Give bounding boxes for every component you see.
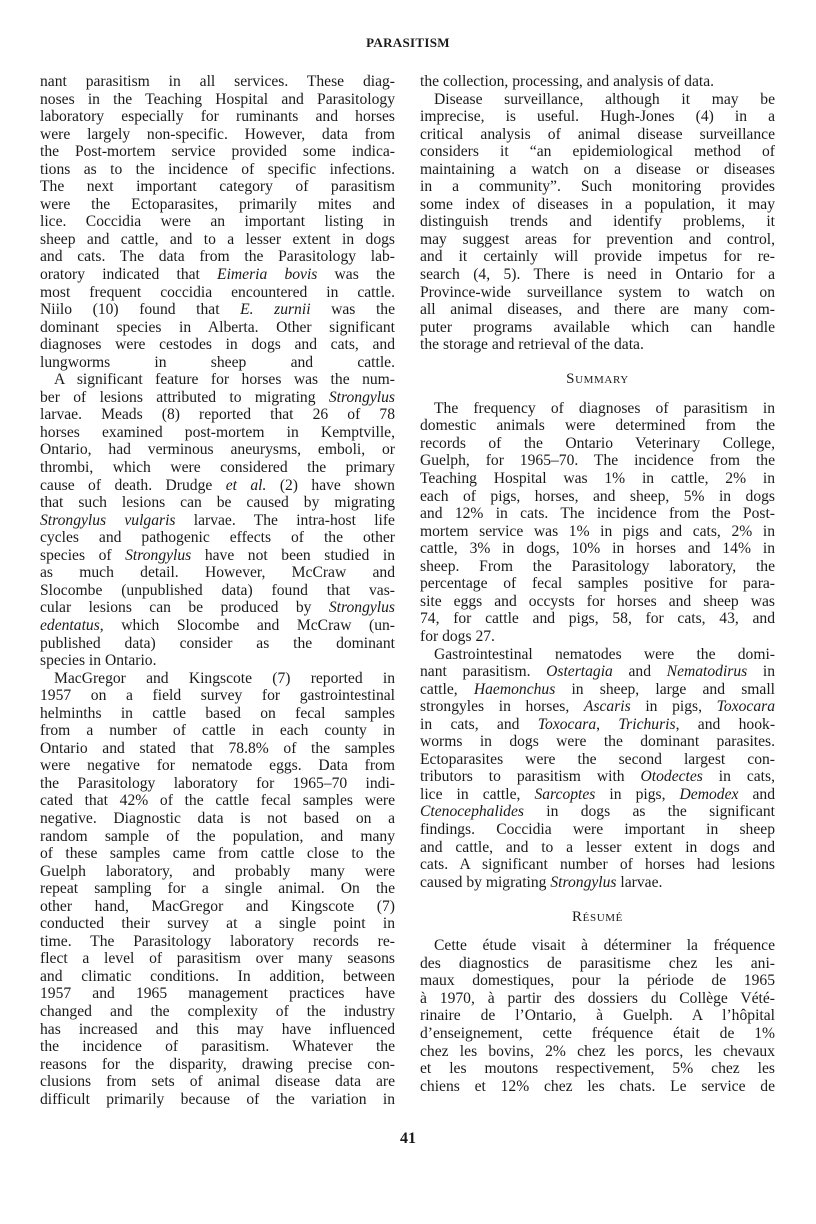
- text-line: larvae. Meads (8) reported that 26 of 78: [40, 406, 395, 424]
- text-line: the incidence of parasitism. Whatever the: [40, 1038, 395, 1056]
- text-line: that such lesions can be caused by migrating: [40, 494, 395, 512]
- text-line: maintaining a watch on a disease or diseases: [420, 160, 775, 178]
- text-line: caused by migrating Strongylus larvae.: [420, 873, 663, 891]
- text-line: site eggs and occysts for horses and sheep was: [420, 592, 775, 610]
- paragraph-continuation-right: [420, 73, 775, 91]
- text-line: in a community”. Such monitoring provides: [420, 178, 775, 196]
- text-line: repeat sampling for a single animal. On the: [40, 880, 395, 898]
- text-line: the storage and retrieval of the data.: [420, 336, 644, 354]
- text-line: were largely non-specific. However, data from: [40, 125, 395, 143]
- paragraph-macgregor: [40, 670, 395, 1109]
- text-line: 1957 and 1965 management practices have: [40, 985, 395, 1003]
- text-line: cause of death. Drudge et al. (2) have shown: [40, 476, 395, 494]
- text-line: lice in cattle, Sarcoptes in pigs, Demodex and: [420, 785, 776, 803]
- paragraph-surveillance: [420, 91, 775, 354]
- text-line: puter programs available which can handle: [420, 318, 775, 336]
- text-line: may suggest areas for prevention and control,: [420, 230, 775, 248]
- text-line: 74, for cattle and pigs, 58, for cats, 43, and: [420, 610, 775, 628]
- text-line: and climatic conditions. In addition, between: [40, 967, 395, 985]
- text-line: Guelph laboratory, and probably many were: [40, 862, 395, 880]
- text-line: MacGregor and Kingscote (7) reported in: [54, 669, 395, 687]
- text-line: reasons for the disparity, drawing precise con-: [40, 1055, 395, 1073]
- text-line: mortem service was 1% in pigs and cats, 2% in: [420, 522, 775, 540]
- text-line: strongyles in horses, Ascaris in pigs, Toxocara: [420, 698, 776, 716]
- text-line: has increased and this may have influenced: [40, 1020, 395, 1038]
- text-line: horses examined post-mortem in Kemptville,: [40, 423, 395, 441]
- text-line: findings. Coccidia were important in sheep: [420, 820, 775, 838]
- text-line: cated that 42% of the cattle fecal samples were: [40, 792, 395, 810]
- text-line: published data) consider as the dominant: [40, 634, 395, 652]
- text-line: and 12% in cats. The incidence from the Post-: [420, 505, 775, 523]
- paragraph-strongylus: [40, 371, 395, 669]
- text-line: were the Ectoparasites, primarily mites and: [40, 195, 395, 213]
- text-line: cular lesions can be produced by Strongylus: [40, 599, 395, 617]
- left-column: [40, 73, 395, 1108]
- text-line: as much detail. However, McCraw and: [40, 564, 395, 582]
- text-line: from a number of cattle in each county in: [40, 722, 395, 740]
- text-line: Ctenocephalides in dogs as the significant: [420, 803, 775, 821]
- text-line: and it certainly will provide impetus for re-: [420, 248, 775, 266]
- text-line: species of Strongylus have not been studied in: [40, 546, 395, 564]
- text-line: in cats, and Toxocara, Trichuris, and hook-: [420, 715, 776, 733]
- text-line: the Post-mortem service provided some indica-: [40, 143, 395, 161]
- text-line: were negative for nematode eggs. Data from: [40, 757, 395, 775]
- text-line: tributors to parasitism with Otodectes in cats,: [420, 768, 775, 786]
- text-line: sheep and cattle, and to a lesser extent in dogs: [40, 230, 395, 248]
- resume-heading: Résumé: [572, 908, 623, 925]
- text-line: rinaire de l’Ontario, à Guelph. A l’hôpital: [420, 1007, 775, 1025]
- text-line: lice. Coccidia were an important listing in: [40, 213, 395, 231]
- text-line: laboratory especially for ruminants and horses: [40, 108, 395, 126]
- text-line: noses in the Teaching Hospital and Parasitology: [40, 90, 395, 108]
- paragraph-summary-1: [420, 400, 775, 646]
- text-line: and cattle, and to a lesser extent in dogs and: [420, 838, 775, 856]
- text-line: Cette étude visait à déterminer la fréquence: [434, 937, 775, 955]
- text-line: the collection, processing, and analysis of data.: [420, 73, 715, 90]
- text-line: cattle, 3% in dogs, 10% in horses and 14% in: [420, 540, 775, 558]
- text-line: tions as to the incidence of specific infections.: [40, 160, 395, 178]
- text-line: domestic animals were determined from the: [420, 417, 775, 435]
- text-line: cycles and pathogenic effects of the other: [40, 529, 395, 547]
- text-line: for dogs 27.: [420, 627, 495, 645]
- text-line: Gastrointestinal nematodes were the domi-: [434, 645, 775, 663]
- text-line: des diagnostics de parasitisme chez les ani-: [420, 954, 775, 972]
- text-line: dominant species in Alberta. Other significant: [40, 318, 395, 336]
- summary-heading: Summary: [566, 371, 629, 388]
- text-line: Province-wide surveillance system to watch on: [420, 283, 775, 301]
- section-gap: [420, 389, 775, 400]
- paragraph-resume: [420, 937, 775, 1095]
- text-line: percentage of fecal samples positive for para-: [420, 575, 775, 593]
- text-line: records of the Ontario Veterinary College,: [420, 434, 775, 452]
- text-line: distinguish trends and identify problems, it: [420, 213, 775, 231]
- text-line: all animal diseases, and there are many com-: [420, 301, 775, 319]
- text-line: 1957 on a field survey for gastrointestinal: [40, 687, 395, 705]
- text-line: nant parasitism in all services. These diag-: [40, 73, 395, 90]
- section-gap: [420, 891, 775, 909]
- text-line: search (4, 5). There is need in Ontario for a: [420, 266, 775, 284]
- paragraph-continuation: [40, 73, 395, 371]
- text-line: Ontario and stated that 78.8% of the samples: [40, 739, 395, 757]
- text-line: Niilo (10) found that E. zurnii was the: [40, 301, 395, 319]
- text-line: oratory indicated that Eimeria bovis was the: [40, 266, 395, 284]
- text-line: flect a level of parasitism over many seasons: [40, 950, 395, 968]
- text-line: Teaching Hospital was 1% in cattle, 2% in: [420, 470, 775, 488]
- text-line: The frequency of diagnoses of parasitism in: [434, 399, 775, 417]
- text-line: Guelph, for 1965–70. The incidence from the: [420, 452, 775, 470]
- running-head: PARASITISM: [366, 35, 450, 50]
- text-line: thrombi, which were considered the primary: [40, 459, 395, 477]
- text-line: worms in dogs were the dominant parasites.: [420, 733, 775, 751]
- text-line: d’enseignement, cette fréquence était de 1%: [420, 1024, 775, 1042]
- text-line: of these samples came from cattle close to the: [40, 845, 395, 863]
- text-line: lungworms in sheep and cattle.: [40, 353, 395, 371]
- text-line: and cats. The data from the Parasitology lab-: [40, 248, 395, 266]
- text-line: conducted their survey at a single point in: [40, 915, 395, 933]
- text-line: cats. A significant number of horses had lesions: [420, 856, 775, 874]
- right-column: [420, 73, 775, 1095]
- text-line: et les moutons respectivement, 5% chez les: [420, 1060, 775, 1078]
- text-line: chiens et 12% chez les chats. Le service de: [420, 1077, 775, 1095]
- text-line: edentatus, which Slocombe and McCraw (un-: [40, 616, 395, 634]
- text-line: nant parasitism. Ostertagia and Nematodirus in: [420, 663, 776, 681]
- text-line: some index of diseases in a population, it may: [420, 195, 775, 213]
- page-number: 41: [400, 1130, 416, 1147]
- text-line: the Parasitology laboratory for 1965–70 indi-: [40, 774, 395, 792]
- text-line: chez les bovins, 2% chez les porcs, les chevaux: [420, 1042, 775, 1060]
- text-line: Slocombe (unpublished data) found that vas-: [40, 581, 395, 599]
- text-line: diagnoses were cestodes in dogs and cats, and: [40, 336, 395, 354]
- text-line: random sample of the population, and many: [40, 827, 395, 845]
- text-line: changed and the complexity of the industry: [40, 1002, 395, 1020]
- text-line: species in Ontario.: [40, 652, 157, 670]
- text-line: negative. Diagnostic data is not based on a: [40, 809, 395, 827]
- paragraph-summary-2: [420, 646, 775, 892]
- text-line: sheep. From the Parasitology laboratory, the: [420, 557, 775, 575]
- text-line: à 1970, à partir des dossiers du Collège Vété-: [420, 989, 775, 1007]
- text-line: most frequent coccidia encountered in cattle.: [40, 283, 395, 301]
- text-line: Disease surveillance, although it may be: [434, 90, 775, 108]
- text-line: Ectoparasites were the second largest con-: [420, 750, 775, 768]
- text-line: cattle, Haemonchus in sheep, large and small: [420, 680, 775, 698]
- text-line: clusions from sets of animal disease data are: [40, 1073, 395, 1091]
- text-line: time. The Parasitology laboratory records re-: [40, 932, 395, 950]
- text-line: other hand, MacGregor and Kingscote (7): [40, 897, 395, 915]
- text-line: Strongylus vulgaris larvae. The intra-host life: [40, 511, 395, 529]
- section-gap: [420, 354, 775, 372]
- text-line: difficult primarily because of the variation in: [40, 1090, 395, 1108]
- text-line: maux domestiques, pour la période de 1965: [420, 972, 775, 990]
- text-line: each of pigs, horses, and sheep, 5% in dogs: [420, 487, 775, 505]
- text-line: ber of lesions attributed to migrating Strongylus: [40, 388, 395, 406]
- text-line: considers it “an epidemiological method of: [420, 143, 775, 161]
- text-line: critical analysis of animal disease surveillance: [420, 125, 775, 143]
- text-line: The next important category of parasitism: [40, 178, 395, 196]
- text-line: A significant feature for horses was the num-: [54, 371, 395, 389]
- section-gap: [420, 926, 775, 937]
- text-line: helminths in cattle based on fecal samples: [40, 704, 395, 722]
- text-line: imprecise, is useful. Hugh-Jones (4) in a: [420, 108, 775, 126]
- text-line: Ontario, had verminous aneurysms, emboli, or: [40, 441, 395, 459]
